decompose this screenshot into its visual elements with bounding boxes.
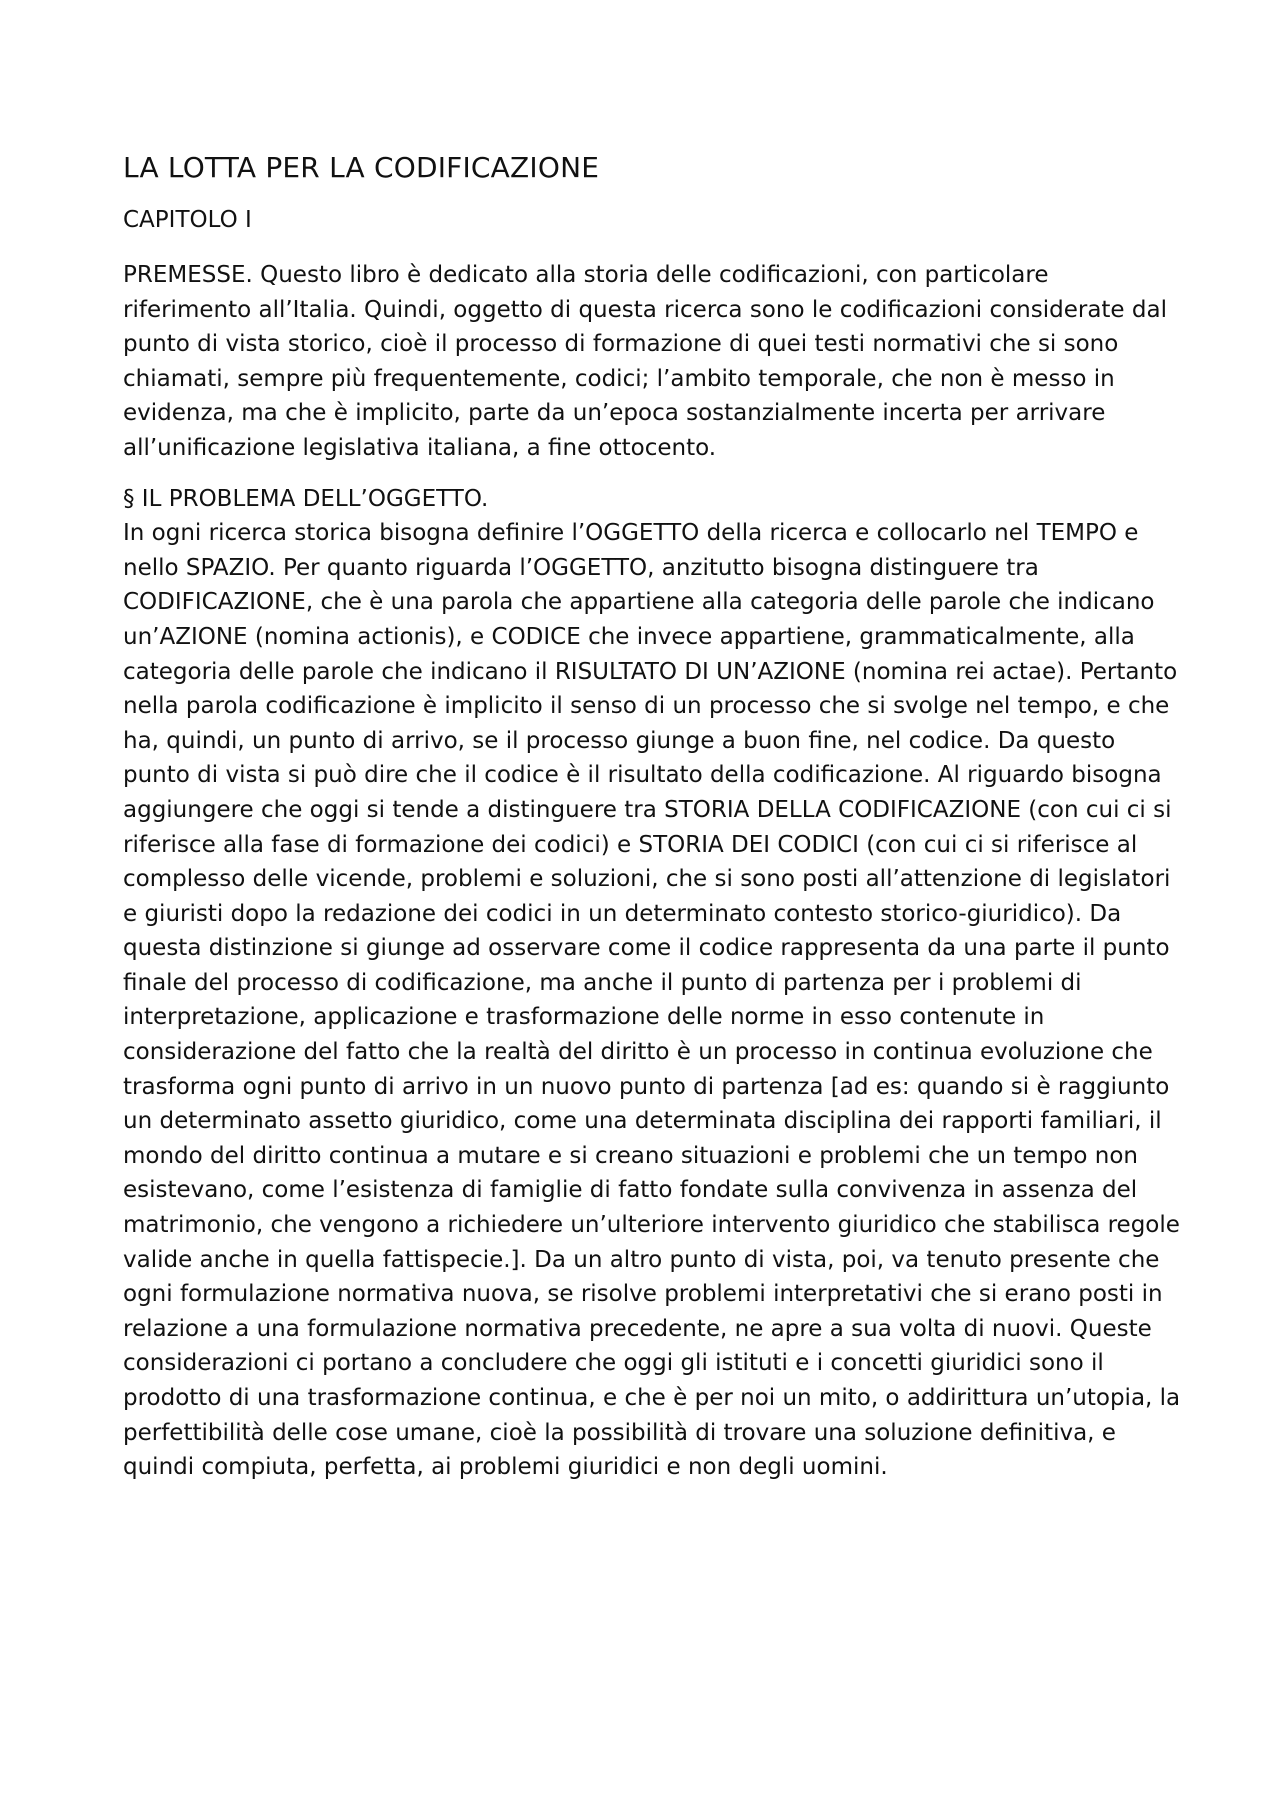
intro-paragraph: PREMESSE. Questo libro è dedicato alla storia delle codificazioni, con particolare riferimento all’Italia. Quindi, oggetto di questa ricerca sono le codificazioni considerate dal punto di vista storico, cioè il processo di formazione di quei testi normativi che si sono chiamati, sempre più frequentemente, codici; l’ambito temporale, che non è messo in evidenza, ma che è implicito, parte da un’epoca sostanzialmente incerta per arrivare all’unificazione legislativa italiana, a fine ottocento. (123, 262, 1167, 461)
document-title: LA LOTTA PER LA CODIFICAZIONE (123, 151, 600, 184)
section-paragraph: In ogni ricerca storica bisogna definire l’OGGETTO della ricerca e collocarlo nel TEMPO e nello SPAZIO. Per quanto riguarda l’OGGETTO, anzitutto bisogna distinguere tra CODIFICAZIONE, che è una parola che appartiene alla categoria delle parole che indicano un’AZIONE (nomina actionis), e CODICE che invece appartiene, grammaticalmente, alla categoria delle parole che indicano il RISULTATO DI UN’AZIONE (nomina rei actae). Pertanto nella parola codificazione è implicito il senso di un processo che si svolge nel tempo, e che ha, quindi, un punto di arrivo, se il processo giunge a buon fine, nel codice. Da questo punto di vista si può dire che il codice è il risultato della codificazione. Al riguardo bisogna aggiungere che oggi si tende a distinguere tra STORIA DELLA CODIFICAZIONE (con cui ci si riferisce alla fase di formazione dei codici) e STORIA DEI CODICI (con cui ci si riferisce al complesso delle vicende, problemi e soluzioni, che si sono posti all’attenzione di legislatori e giuristi dopo la redazione dei codici in un determinato contesto storico-giuridico). Da questa distinzione si giunge ad osservare come il codice rappresenta da una parte il punto finale del processo di codificazione, ma anche il punto di partenza per i problemi di interpretazione, applicazione e trasformazione delle norme in esso contenute in considerazione del fatto che la realtà del diritto è un processo in continua evoluzione che trasforma ogni punto di arrivo in un nuovo punto di partenza [ad es: quando si è raggiunto un determinato assetto giuridico, come una determinata disciplina dei rapporti familiari, il mondo del diritto continua a mutare e si creano situazioni e problemi che un tempo non esistevano, come l’esistenza di famiglie di fatto fondate sulla convivenza in assenza del matrimonio, che vengono a richiedere un’ulteriore intervento giuridico che stabilisca regole valide anche in quella fattispecie.]. Da un altro punto di vista, poi, va tenuto presente che ogni formulazione normativa nuova, se risolve problemi interpretativi che si erano posti in relazione a una formulazione normativa precedente, ne apre a sua volta di nuovi. Queste considerazioni ci portano a concludere che oggi gli istituti e i concetti giuridici sono il prodotto di una trasformazione continua, e che è per noi un mito, o addirittura un’utopia, la perfettibilità delle cose umane, cioè la possibilità di trovare una soluzione definitiva, e quindi compiuta, perfetta, ai problemi giuridici e non degli uomini. (123, 520, 1181, 1481)
chapter-heading: CAPITOLO I (123, 207, 252, 233)
document-page (123, 150, 1183, 1501)
section-heading: § IL PROBLEMA DELL’OGGETTO. (123, 485, 489, 512)
